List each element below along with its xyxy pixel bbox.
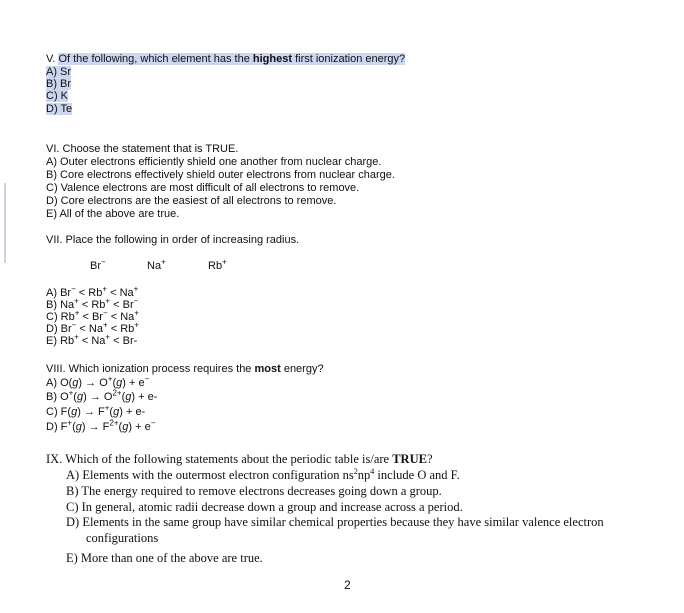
q6-option-e: E) All of the above are true. (46, 208, 180, 220)
question-7: VII. Place the following in order of increasing radius. (46, 234, 300, 246)
q7-option-d: D) Br− < Na+ < Rb+ (46, 320, 139, 335)
q9-option-a: A) Elements with the outermost electron configuration $ns^2np^4$ include O and F. (66, 466, 460, 482)
q6-option-c: C) Valence electrons are most difficult of all electrons to remove. (46, 182, 360, 194)
q6-option-b: B) Core electrons effectively shield outer electrons from nuclear charge. (46, 169, 395, 181)
q5-number: V. (46, 53, 56, 65)
q9-option-d: D) Elements in the same group have similar chemical properties because they have similar valence electron (66, 515, 604, 529)
species-rb: Rb+ (208, 257, 227, 272)
question-5 (46, 53, 405, 66)
q6-option-d: D) Core electrons are the easiest of all electrons to remove. (46, 195, 337, 207)
page-number: 2 (344, 578, 351, 592)
q9-option-e: E) More than one of the above are true. (66, 551, 263, 565)
question-8: VIII. Which ionization process requires the most energy? (46, 363, 324, 375)
q8-option-b: B) $O^+(g) \to O^{2+}(g) + e-$ (46, 388, 158, 403)
q7-option-e: E) Rb+ < Na+ < Br- (46, 332, 138, 347)
q5-option-c: C) K (46, 90, 68, 102)
q5-text: Of the following, which element has the highest first ionization energy? (58, 53, 406, 65)
q8-option-d: D) $F^+(g) \to F^{2+}(g) + e^-$ (46, 418, 156, 433)
q9-option-d-continued: configurations (86, 531, 159, 545)
q5-option-b: B) Br (46, 78, 72, 90)
question-9: IX. Which of the following statements about the periodic table is/are TRUE? (46, 452, 433, 466)
q5-option-d: D) Te (46, 103, 73, 115)
q7-option-a: A) Br− < Rb+ < Na+ (46, 284, 139, 299)
q8-option-a: A) O(g) → O+(g) + e− (46, 374, 150, 389)
q7-option-c: C) Rb+ < Br− < Na+ (46, 308, 139, 323)
q8-option-c: C) F(g) → F+(g) + e- (46, 403, 146, 418)
change-bar (4, 183, 6, 263)
q6-option-a: A) Outer electrons efficiently shield one another from nuclear charge. (46, 156, 382, 168)
species-br: Br− (90, 257, 106, 272)
question-6: VI. Choose the statement that is TRUE. (46, 143, 239, 155)
q9-option-c: C) In general, atomic radii decrease down a group and increase across a period. (66, 500, 463, 514)
species-na: Na+ (147, 257, 166, 272)
q5-option-a: A) Sr (46, 66, 72, 78)
q7-option-b: B) Na+ < Rb+ < Br− (46, 296, 139, 311)
q9-option-b: B) The energy required to remove electrons decreases going down a group. (66, 484, 442, 498)
